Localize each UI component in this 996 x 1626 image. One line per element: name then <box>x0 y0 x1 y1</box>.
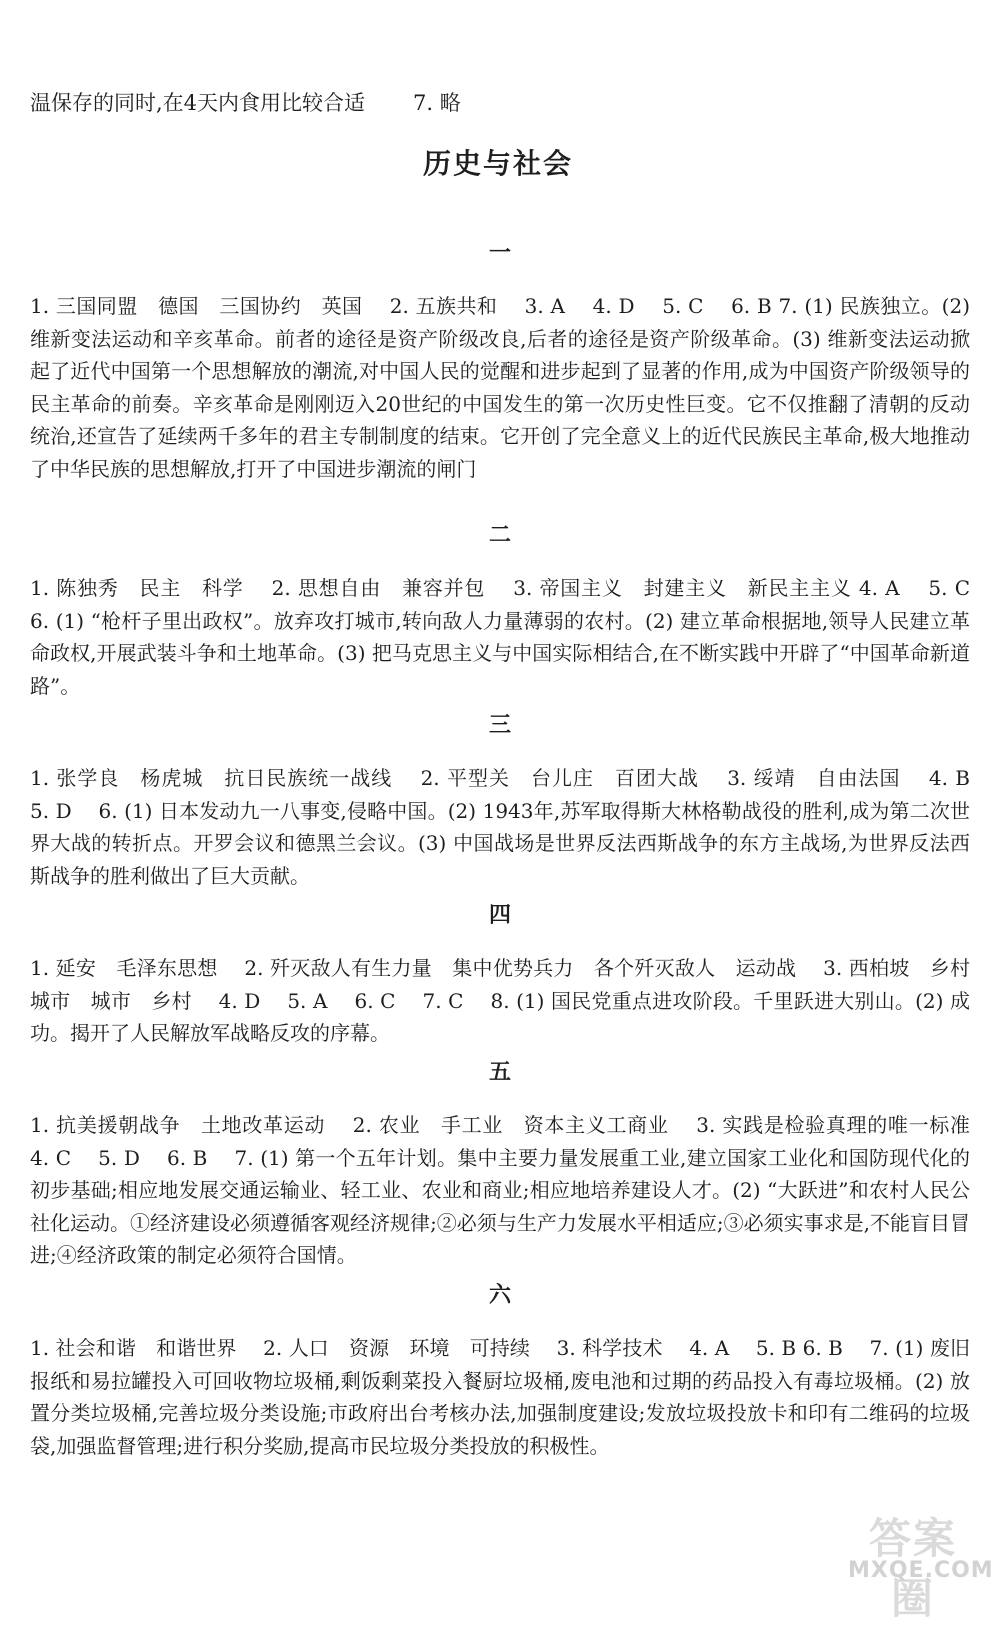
watermark-sub-text: MXQE.COM <box>848 1558 994 1583</box>
section-body: 1. 抗美援朝战争 土地改革运动 2. 农业 手工业 资本主义工商业 3. 实践是检验真理的唯一标准 4. C 5. D 6. B 7. (1) 第一个五年计划。集中主要力量发展重工业,建立国家工业化和国防现代化的初步基础;相应地发展交通运输业、轻工业、农业和商业;相应地培养建设人才。(2) “大跃进”和农村人民公社化运动。①经济建设必须遵循客观经济规律;②必须与生产力发展水平相适应;③必须实事求是,不能盲目冒进;④经济政策的制定必须符合国情。 <box>30 1113 996 1268</box>
section-body: 1. 陈独秀 民主 科学 2. 思想自由 兼容并包 3. 帝国主义 封建主义 新民主主义 4. A 5. C 6. (1) “枪杆子里出政权”。放弃攻打城市,转向敌人力量薄弱的农村。(2) 建立革命根据地,领导人民建立革命政权,开展武装斗争和土地革命。(3) 把马克思主义与中国实际相结合,在不断实践中开辟了“中国革命新道路”。 <box>30 576 996 698</box>
section-6 <box>30 1280 970 1462</box>
watermark-main-text: 答案圈 <box>868 1514 957 1623</box>
page-title: 历史与社会 <box>422 147 573 180</box>
section-heading: 五 <box>488 1059 511 1085</box>
section-body: 1. 延安 毛泽东思想 2. 歼灭敌人有生力量 集中优势兵力 各个歼灭敌人 运动战 3. 西柏坡 乡村 城市 城市 乡村 4. D 5. A 6. C 7. C 8. (1) 国民党重点进攻阶段。千里跃进大别山。(2) 成功。揭开了人民解放军战略反攻的序幕。 <box>30 956 990 1046</box>
section-heading: 六 <box>488 1282 511 1308</box>
section-heading: 二 <box>488 522 511 548</box>
watermark-logo <box>848 1504 994 1623</box>
carry-over-text: 温保存的同时,在4天内食用比较合适 <box>30 91 366 115</box>
section-heading: 三 <box>488 712 511 738</box>
section-2 <box>30 520 996 702</box>
section-heading: 一 <box>488 240 511 266</box>
section-heading: 四 <box>488 902 511 928</box>
section-5 <box>30 1057 996 1272</box>
carry-over-line <box>30 88 461 118</box>
section-1 <box>30 238 970 486</box>
section-body: 1. 社会和谐 和谐世界 2. 人口 资源 环境 可持续 3. 科学技术 4. A 5. B 6. B 7. (1) 废旧报纸和易拉罐投入可回收物垃圾桶,剩饭剩菜投入餐厨垃圾桶,废电池和过期的药品投入有毒垃圾桶。(2) 放置分类垃圾桶,完善垃圾分类设施;市政府出台考核办法,加强制度建设;发放垃圾投放卡和印有二维码的垃圾袋,加强监督管理;进行积分奖励,提高市民垃圾分类投放的积极性。 <box>30 1336 970 1458</box>
section-3 <box>30 710 996 892</box>
section-body: 1. 三国同盟 德国 三国协约 英国 2. 五族共和 3. A 4. D 5. C 6. B 7. (1) 民族独立。(2) 维新变法运动和辛亥革命。前者的途径是资产阶级改良,后者的途径是资产阶级革命。(3) 维新变法运动掀起了近代中国第一个思想解放的潮流,对中国人民的觉醒和进步起到了显著的作用,成为中国资产阶级领导的民主革命的前奏。辛亥革命是刚刚迈入20世纪的中国发生的第一次历史性巨变。它不仅推翻了清朝的反动统治,还宣告了延续两千多年的君主专制制度的结束。它开创了完全意义上的近代民族民主革命,极大地推动了中华民族的思想解放,打开了中国进步潮流的闸门 <box>30 294 970 481</box>
carry-over-item: 7. 略 <box>413 91 461 115</box>
section-4 <box>30 900 990 1050</box>
section-body: 1. 张学良 杨虎城 抗日民族统一战线 2. 平型关 台儿庄 百团大战 3. 绥靖 自由法国 4. B 5. D 6. (1) 日本发动九一八事变,侵略中国。(2) 1943年,苏军取得斯大林格勒战役的胜利,成为第二次世界大战的转折点。开罗会议和德黑兰会议。(3) 中国战场是世界反法西斯战争的东方主战场,为世界反法西斯战争的胜利做出了巨大贡献。 <box>30 766 996 888</box>
